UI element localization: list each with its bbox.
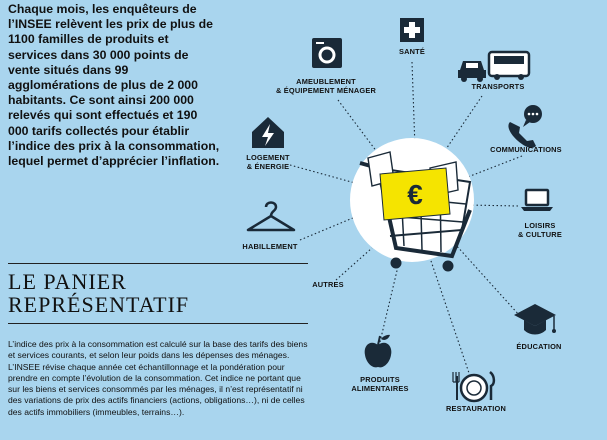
label-restauration: RESTAURATION	[445, 404, 506, 413]
hanger-icon	[248, 203, 294, 231]
intro-text: Chaque mois, les enquêteurs de l’INSEE relèvent les prix de plus de 1100 familles de produits et services dans 30 000 points de vente situés dans 99 agglomérations de plus de 2 000 habitants. Ce sont ainsi 200 000 relevés qui sont effectués et 190 000 tarifs collectés pour établir l’indice des prix à la consommation, lequel permet d’apprécier l’inflation.	[8, 2, 220, 169]
description-text: L’indice des prix à la consommation est calculé sur la base des tarifs des biens et services courants, et selon leur poids dans les dépenses des ménages. L’INSEE révise chaque année cet échantillonnage et la pondération pour prendre en compte l’évolution de la consommation. Cet indice ne portant que sur les biens et services consommés par les ménages, il n’est représentatif ni des variations de prix des actifs financiers (actions, obligations…), ni de celles des actifs immobiliers (immeubles, terrains…).	[8, 339, 308, 417]
label-ameublement: AMEUBLEMENT & ÉQUIPEMENT MÉNAGER	[275, 77, 377, 95]
label-habillement: HABILLEMENT	[242, 242, 298, 251]
label-loisirs: LOISIRS & CULTURE	[518, 221, 562, 239]
euro-symbol: €	[407, 179, 423, 210]
label-sante: SANTÉ	[398, 47, 426, 56]
washing-machine-icon	[312, 38, 342, 68]
phone-icon	[508, 105, 542, 148]
cutlery-icon	[453, 372, 494, 401]
label-autres: AUTRES	[312, 280, 344, 289]
section-title-line2: REPRÉSENTATIF	[8, 292, 190, 317]
label-education: ÉDUCATION	[516, 342, 562, 351]
graduation-cap-icon	[514, 304, 556, 335]
car-bus-icon	[458, 52, 529, 82]
house-lightning-icon	[252, 117, 284, 148]
label-communications: COMMUNICATIONS	[490, 145, 562, 154]
label-logement: LOGEMENT & ÉNERGIE	[246, 153, 290, 171]
apple-icon	[365, 335, 392, 367]
label-transports: TRANSPORTS	[471, 82, 525, 91]
medical-cross-icon	[400, 18, 424, 42]
section-title-line1: LE PANIER	[8, 269, 127, 294]
label-produits-alimentaires: PRODUITS ALIMENTAIRES	[351, 375, 409, 393]
laptop-icon	[521, 190, 553, 211]
